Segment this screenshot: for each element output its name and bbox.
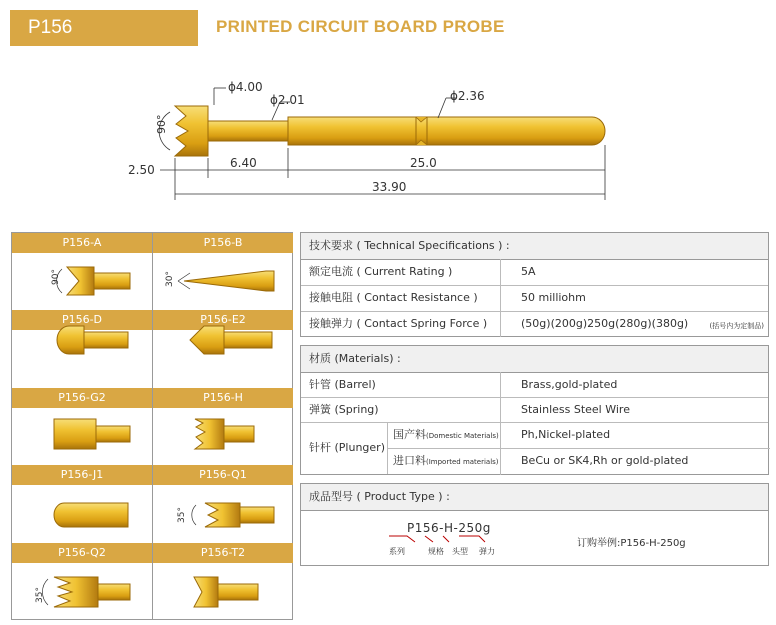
material-plunger-cell	[301, 422, 388, 474]
dim-head-length: 6.40	[230, 156, 257, 170]
spec-label: 接触电阻 ( Contact Resistance )	[309, 291, 478, 304]
variant-label: P156-E2	[153, 310, 293, 330]
spec-value: (50g)(200g)250g(280g)(380g)	[521, 317, 689, 330]
tech-spec-panel	[300, 232, 769, 337]
material-value: BeCu or SK4,Rh or gold-plated	[521, 454, 689, 467]
spec-value: 5A	[521, 265, 536, 278]
materials-title: 材质 (Materials) :	[301, 346, 768, 373]
code-part-force: 弹力	[479, 547, 495, 556]
code-part-series: 系列	[389, 547, 405, 556]
tip-shape-j1	[54, 503, 128, 527]
dim-total-length: 33.90	[372, 180, 407, 194]
variant-label: P156-G2	[12, 388, 152, 408]
dim-tip-length: 2.50	[128, 163, 155, 177]
material-value: Brass,gold-plated	[521, 378, 618, 391]
barrel-shape	[288, 117, 605, 145]
tech-spec-title: 技术要求 ( Technical Specifications ) :	[301, 233, 768, 260]
material-sub-label-en: (Imported materials)	[426, 458, 499, 466]
variant-label: P156-T2	[153, 543, 293, 563]
variant-label: P156-B	[153, 233, 293, 253]
variant-tip-drawings	[12, 233, 292, 619]
materials-panel	[300, 345, 769, 475]
spec-row-current	[301, 259, 768, 286]
material-label: 针管 (Barrel)	[309, 378, 376, 391]
variant-angle: 35°	[35, 587, 45, 603]
plunger-shaft	[208, 121, 288, 141]
tip-shape-h	[195, 419, 254, 449]
code-part-head: 头型	[452, 547, 468, 556]
material-row-domestic	[387, 422, 770, 449]
spec-row-force	[301, 311, 768, 336]
material-sub-label: 国产料	[393, 428, 426, 441]
tip-shape-b	[165, 271, 274, 291]
variant-angle: 90°	[51, 269, 61, 285]
probe-drawing	[0, 60, 776, 210]
material-sub-label-en: (Domestic Materials)	[426, 432, 499, 440]
material-row-barrel	[301, 372, 768, 398]
variant-label: P156-D	[12, 310, 152, 330]
tip-shape-d	[57, 326, 128, 354]
material-sub-label: 进口料	[393, 454, 426, 467]
dim-barrel-diameter: ϕ2.36	[450, 89, 485, 103]
tip-shape-a	[51, 267, 130, 295]
probe-head	[175, 106, 208, 156]
product-type-panel	[300, 483, 769, 566]
variant-angle: 35°	[177, 507, 187, 523]
part-number: P156	[28, 17, 73, 38]
material-row-spring	[301, 397, 768, 423]
tip-shape-e2	[190, 326, 272, 354]
variant-label: P156-Q1	[153, 465, 293, 485]
dim-shaft-diameter: ϕ2.01	[270, 93, 305, 107]
tip-variants-grid	[11, 232, 293, 620]
variant-label: P156-H	[153, 388, 293, 408]
variant-label: P156-J1	[12, 465, 152, 485]
page-title: PRINTED CIRCUIT BOARD PROBE	[216, 17, 505, 36]
dim-head-diameter: ϕ4.00	[228, 80, 263, 94]
order-example: 订购举例:P156-H-250g	[577, 538, 686, 549]
product-type-title: 成品型号 ( Product Type ) :	[301, 484, 768, 511]
spec-value: 50 milliohm	[521, 291, 586, 304]
variant-label: P156-A	[12, 233, 152, 253]
spec-label: 额定电流 ( Current Rating )	[309, 265, 453, 278]
material-row-imported	[387, 448, 770, 474]
material-value: Stainless Steel Wire	[521, 403, 630, 416]
variant-label: P156-Q2	[12, 543, 152, 563]
variant-angle: 30°	[165, 271, 175, 287]
tip-shape-q1	[177, 503, 274, 527]
tip-shape-g2	[54, 419, 130, 449]
part-number-tag	[10, 10, 198, 46]
product-code: P156-H-250g	[407, 521, 491, 535]
material-value: Ph,Nickel-plated	[521, 428, 611, 441]
code-part-spec: 规格	[428, 547, 444, 556]
dim-barrel-length: 25.0	[410, 156, 437, 170]
material-label: 针杆 (Plunger)	[309, 441, 385, 454]
spec-note: (括号内为定制品)	[709, 322, 764, 330]
tip-shape-t2	[194, 577, 258, 607]
spec-label: 接触弹力 ( Contact Spring Force )	[309, 317, 488, 330]
tip-shape-q2	[35, 577, 130, 607]
material-label: 弹簧 (Spring)	[309, 403, 379, 416]
dim-tip-angle: 90°	[155, 114, 168, 134]
spec-row-resistance	[301, 285, 768, 312]
